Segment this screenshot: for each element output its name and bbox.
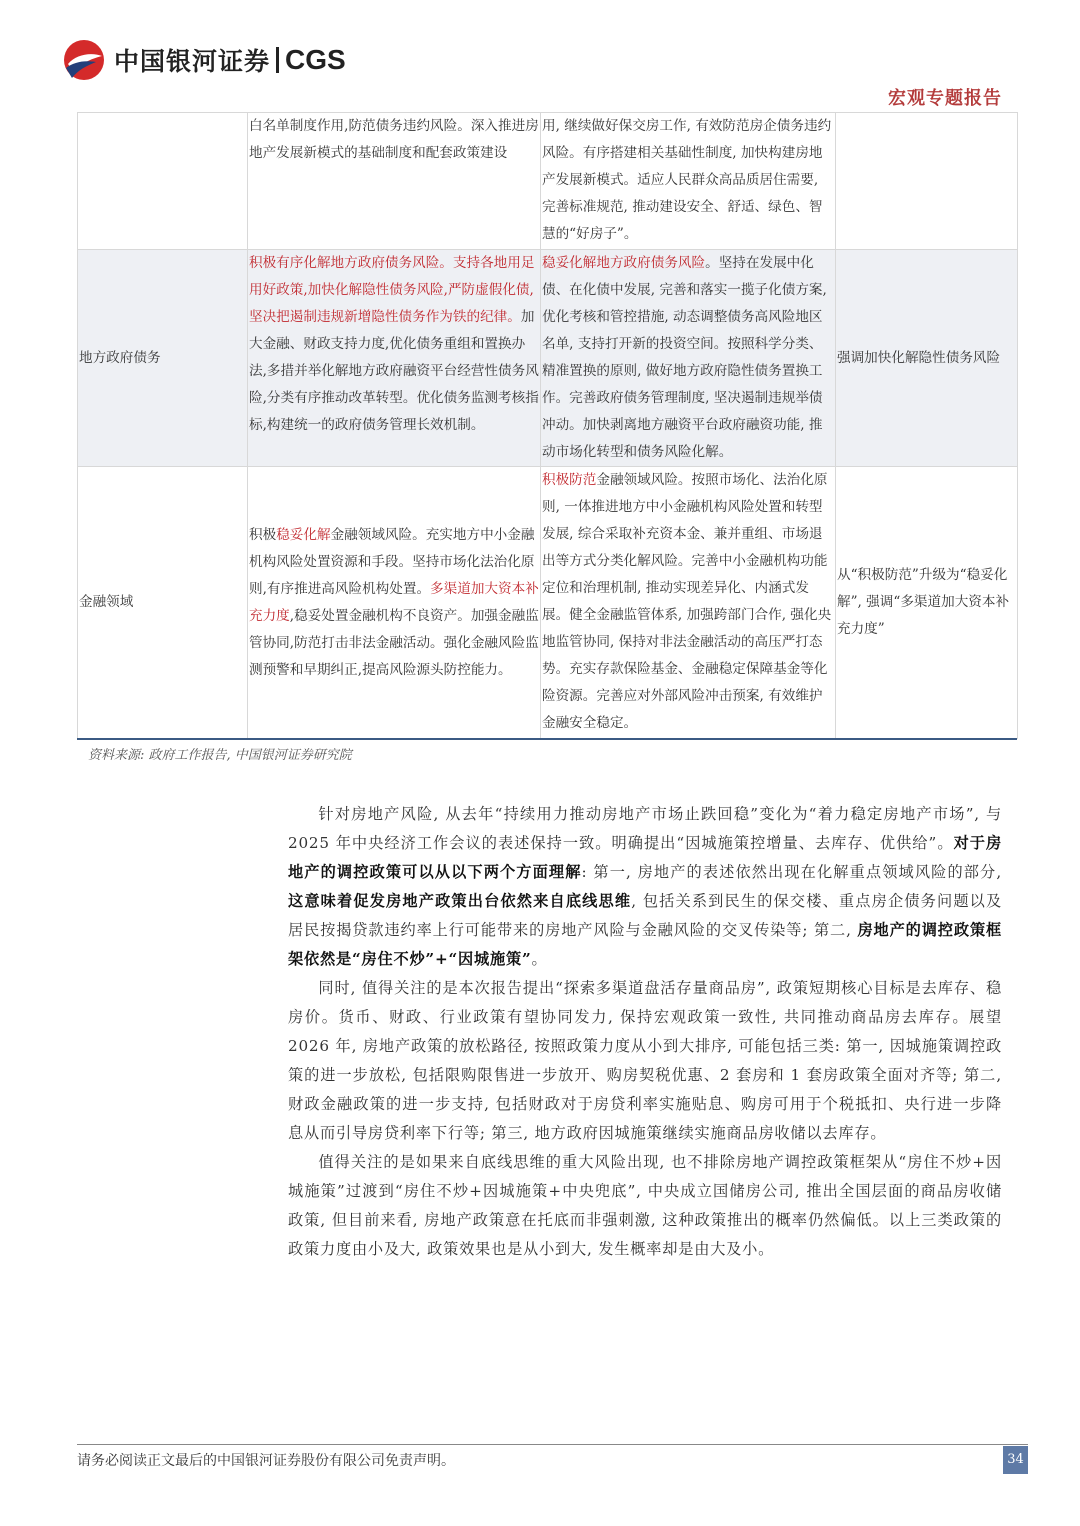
prev-report-cell: 白名单制度作用,防范债务违约风险。深入推进房地产发展新模式的基础制度和配套政策建设	[248, 113, 541, 250]
category-cell: 地方政府债务	[78, 250, 248, 467]
curr-report-cell: 用, 继续做好保交房工作, 有效防范房企债务违约风险。有序搭建相关基础性制度, 加快构建房地产发展新模式。适应人民群众高品质居住需要, 完善标准规范, 推动建设安全、舒适、绿色、智慧的“好房子”。	[541, 113, 836, 250]
curr-report-cell: 稳妥化解地方政府债务风险。坚持在发展中化债、在化债中发展, 完善和落实一揽子化债方案, 优化考核和管控措施, 动态调整债务高风险地区名单, 支持打开新的投资空间。按照科学分类、精准置换的原则, 做好地方政府隐性债务置换工作。完善政府债务管理制度, 坚决遏制违规举债冲动。加快剥离地方融资平台政府融资功能, 推动市场化转型和债务风险化解。	[541, 250, 836, 467]
paragraph: 值得关注的是如果来自底线思维的重大风险出现, 也不排除房地产调控政策框架从“房住不炒+因城施策”过渡到“房住不炒+因城施策+中央兜底”, 中央成立国储房公司, 推出全国层面的商品房收储政策, 但目前来看, 房地产政策意在托底而非强刺激, 这种政策推出的概率仍然偏低。以上三类政策的政策力度由小及大, 政策效果也是从小到大, 发生概率却是由大及小。	[288, 1153, 1002, 1258]
table-row	[78, 467, 1018, 739]
report-type-label: 宏观专题报告	[888, 88, 1002, 109]
page-number: 34	[1003, 1446, 1028, 1474]
change-cell: 从“积极防范”升级为“稳妥化解”, 强调“多渠道加大资本补充力度”	[836, 467, 1018, 739]
change-cell: 强调加快化解隐性债务风险	[836, 250, 1018, 467]
prev-report-cell: 积极稳妥化解金融领域风险。充实地方中小金融机构风险处置资源和手段。坚持市场化法治化原则,有序推进高风险机构处置。多渠道加大资本补充力度,稳妥处置金融机构不良资产。加强金融监管协同,防范打击非法金融活动。强化金融风险监测预警和早期纠正,提高风险源头防控能力。	[248, 467, 541, 739]
page-header	[0, 0, 1080, 112]
prev-report-cell: 积极有序化解地方政府债务风险。支持各地用足用好政策,加快化解隐性债务风险,严防虚假化债,坚决把遏制违规新增隐性债务作为铁的纪律。加大金融、财政支持力度,优化债务重组和置换办法,多措并举化解地方政府融资平台经营性债务风险,分类有序推动改革转型。优化债务监测考核指标,构建统一的政府债务管理长效机制。	[248, 250, 541, 467]
cgs-logo-icon	[62, 38, 106, 82]
brand-logo	[62, 38, 346, 82]
policy-comparison-table	[77, 112, 1018, 739]
curr-report-cell: 积极防范金融领域风险。按照市场化、法治化原则, 一体推进地方中小金融机构风险处置和转型发展, 综合采取补充资本金、兼并重组、市场退出等方式分类化解风险。完善中小金融机构功能定位和治理机制, 推动实现差异化、内涵式发展。健全金融监管体系, 加强跨部门合作, 强化央地监管协同, 保持对非法金融活动的高压严打态势。充实存款保险基金、金融稳定保障基金等化险资源。完善应对外部风险冲击预案, 有效维护金融安全稳定。	[541, 467, 836, 739]
body-text	[288, 800, 1002, 1264]
paragraph: 同时, 值得关注的是本次报告提出“探索多渠道盘活存量商品房”, 政策短期核心目标是去库存、稳房价。货币、财政、行业政策有望协同发力, 保持宏观政策一致性, 共同推动商品房去库存。展望 2026 年, 房地产政策的放松路径, 按照政策力度从小到大排序, 可能包括三类: 第一, 因城施策调控政策的进一步放松, 包括限购限售进一步放开、购房契税优惠、2 套房和 1 套房政策全面对齐等; 第二, 财政金融政策的进一步支持, 包括财政对于房贷利率实施贴息、购房可用于个税抵扣、央行进一步降息从而引导房贷利率下行等; 第三, 地方政府因城施策继续实施商品房收储以去库存。	[288, 979, 1002, 1142]
paragraph: 针对房地产风险, 从去年“持续用力推动房地产市场止跌回稳”变化为“着力稳定房地产市场”, 与 2025 年中央经济工作会议的表述保持一致。明确提出“因城施策控增量、去库存、优供给”。对于房地产的调控政策可以从以下两个方面理解: 第一, 房地产的表述依然出现在化解重点领域风险的部分, 这意味着促发房地产政策出台依然来自底线思维, 包括关系到民生的保交楼、重点房企债务问题以及居民按揭贷款违约率上行可能带来的房地产风险与金融风险的交叉传染等; 第二, 房地产的调控政策框架依然是“房住不炒”+“因城施策”。	[288, 805, 1003, 968]
logo-text-cn: 中国银河证券	[114, 47, 271, 76]
table-bottom-rule	[77, 738, 1017, 740]
category-cell: 金融领域	[78, 467, 248, 739]
source-note: 资料来源: 政府工作报告, 中国银河证券研究院	[88, 748, 352, 763]
change-cell	[836, 113, 1018, 250]
footer-disclaimer: 请务必阅读正文最后的中国银河证券股份有限公司免责声明。	[77, 1453, 455, 1469]
table-row	[78, 113, 1018, 250]
table-row	[78, 250, 1018, 467]
footer-rule	[77, 1444, 1028, 1445]
logo-text-en: CGS	[285, 44, 346, 75]
category-cell	[78, 113, 248, 250]
logo-divider	[276, 47, 279, 73]
